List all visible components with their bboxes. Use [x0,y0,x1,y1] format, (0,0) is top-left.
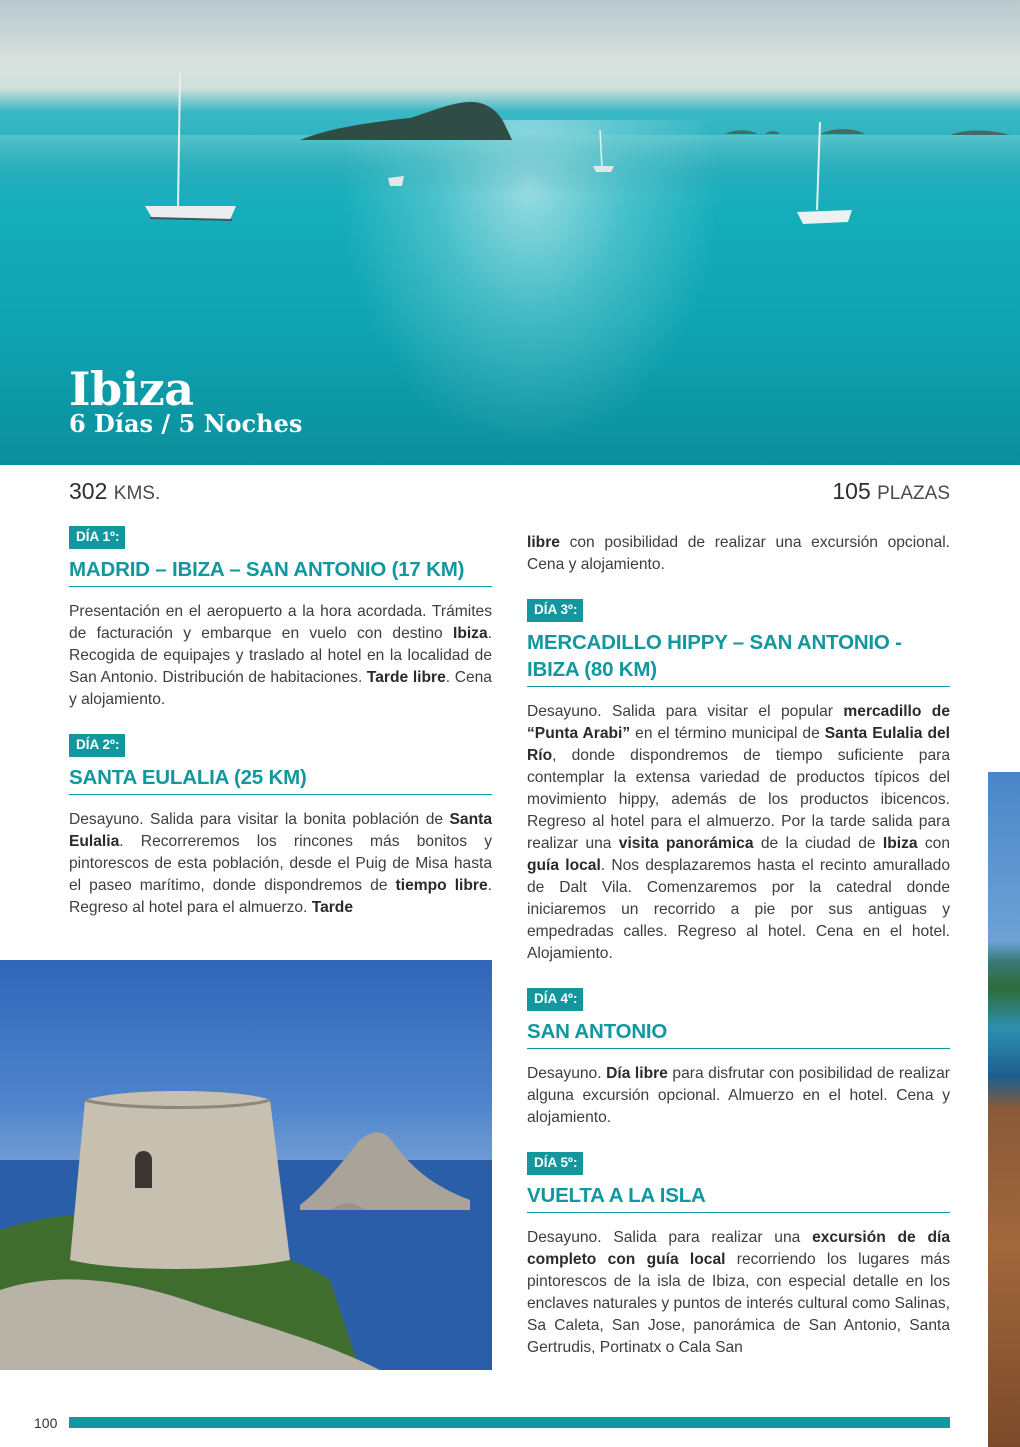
day-title: SANTA EULALIA (25 KM) [69,764,492,795]
itinerary-left-column [69,526,492,942]
text-run: . Cena y alojamiento. [69,668,492,708]
watchtower-scene [0,960,492,1370]
bold-text-run: libre [527,534,560,551]
day-badge: DÍA 4º: [527,988,583,1011]
day-1 [69,526,492,711]
day-description [527,701,950,965]
page-number: 100 [34,1415,58,1431]
bold-text-run: Ibiza [452,624,488,642]
seats-stat [832,480,950,503]
seats-unit: PLAZAS [877,483,950,504]
distance-stat [69,480,160,503]
adjacent-page-photo-strip [988,772,1020,1447]
day-badge: DÍA 3º: [527,599,583,622]
day-badge: DÍA 5º: [527,1152,583,1175]
text-run: . Recogida de equipajes y traslado al hotel en la localidad de San Antonio. Distribución de habitaciones. [69,624,492,686]
islet-2 [765,131,780,134]
destination-title: Ibiza [69,362,194,416]
day-title: MERCADILLO HIPPY – SAN ANTONIO - IBIZA (80 KM) [527,629,950,687]
bold-text-run: visita panorámica [618,834,754,852]
text-run: Desayuno. Salida para realizar una [527,1228,813,1246]
bold-text-run: Tarde libre [366,668,446,686]
day-title: VUELTA A LA ISLA [527,1182,950,1213]
bold-text-run: Santa Eulalia del Río [527,724,950,764]
tower-doorway [135,1151,152,1188]
text-run: Desayuno. Salida para visitar la bonita población de [69,810,450,828]
bold-text-run: Santa Eulalia [69,810,492,850]
text-run: Presentación en el aeropuerto a la hora acordada. Trámites de facturación y embarque en vuelo con destino [69,602,492,642]
photo-watchtower-es-vedra [0,960,492,1370]
text-run: . Recorreremos los rincones más bonitos y pintorescos de esta población, desde el Puig de Misa hasta el paseo marítimo, donde dispondremos de [69,832,492,894]
islet-1 [725,130,758,134]
day-4 [527,988,950,1129]
bold-text-run: mercadillo de “Punta Arabi” [527,702,951,742]
bold-text-run: guía local [527,856,601,874]
day-3 [527,599,950,965]
day-5 [527,1152,950,1359]
islet-4 [950,131,1010,136]
seats-value: 105 [832,478,871,504]
day-badge: DÍA 2º: [69,734,125,757]
day-2-continuation [527,532,950,576]
text-run: de la ciudad de [753,834,883,852]
text-run: con posibilidad de realizar una excursión opcional. Cena y alojamiento. [527,534,950,573]
distance-unit: KMS. [113,483,161,504]
text-run: con [917,834,951,852]
text-run: recorriendo los lugares más pintorescos de la isla de Ibiza, con especial detalle en los enclaves naturales y puntos de interés cultural como Salinas, Sa Caleta, San Jose, panorámica de San Antonio, Santa Gertrudis, Portinatx o Cala San [527,1250,950,1356]
footer-accent-bar [69,1417,950,1428]
island-silhouette [300,102,512,140]
bold-text-run: excursión de día completo con guía local [527,1228,950,1268]
bold-text-run: tiempo libre [395,876,488,894]
day-2 [69,734,492,919]
itinerary-right-column [527,532,950,1382]
text-run: . Regreso al hotel para el almuerzo. [69,876,492,916]
bold-text-run: Ibiza [882,834,918,852]
day-badge: DÍA 1º: [69,526,125,549]
duration-subtitle: 6 Días / 5 Noches [69,409,303,438]
day-description [69,601,492,711]
bold-text-run: Día libre [606,1064,668,1082]
distance-value: 302 [69,478,108,504]
text-run: en el término municipal de [630,724,825,742]
day-description [527,1063,950,1129]
bold-text-run: Tarde [311,898,354,916]
day-title: SAN ANTONIO [527,1018,950,1049]
day-description-continued [527,532,950,576]
day-description [69,809,492,919]
hero-photo-ibiza-sea [0,0,1020,465]
text-run: , donde dispondremos de tiempo suficiente para contemplar la extensa variedad de productos típicos del movimiento hippy, además de los productos ibicencos. Regreso al hotel para el almuerzo. Por la tarde salida para realizar una [527,746,950,852]
text-run: . Nos desplazaremos hasta el recinto amurallado de Dalt Vila. Comenzaremos por la catedral donde iniciaremos un recorrido a pie por sus antiguas y empedradas calles. Regreso al hotel. Cena en el hotel. Alojamiento. [527,856,950,962]
text-run: Desayuno. Salida para visitar el popular [527,702,844,720]
day-description [527,1227,950,1359]
stone-tower [70,1091,290,1269]
text-run: para disfrutar con posibilidad de realizar alguna excursión opcional. Almuerzo en el hotel. Cena y alojamiento. [527,1064,950,1126]
day-title: MADRID – IBIZA – SAN ANTONIO (17 KM) [69,556,492,587]
text-run: Desayuno. [527,1064,607,1082]
horizon-haze [0,135,1020,195]
islet-3 [820,129,865,134]
